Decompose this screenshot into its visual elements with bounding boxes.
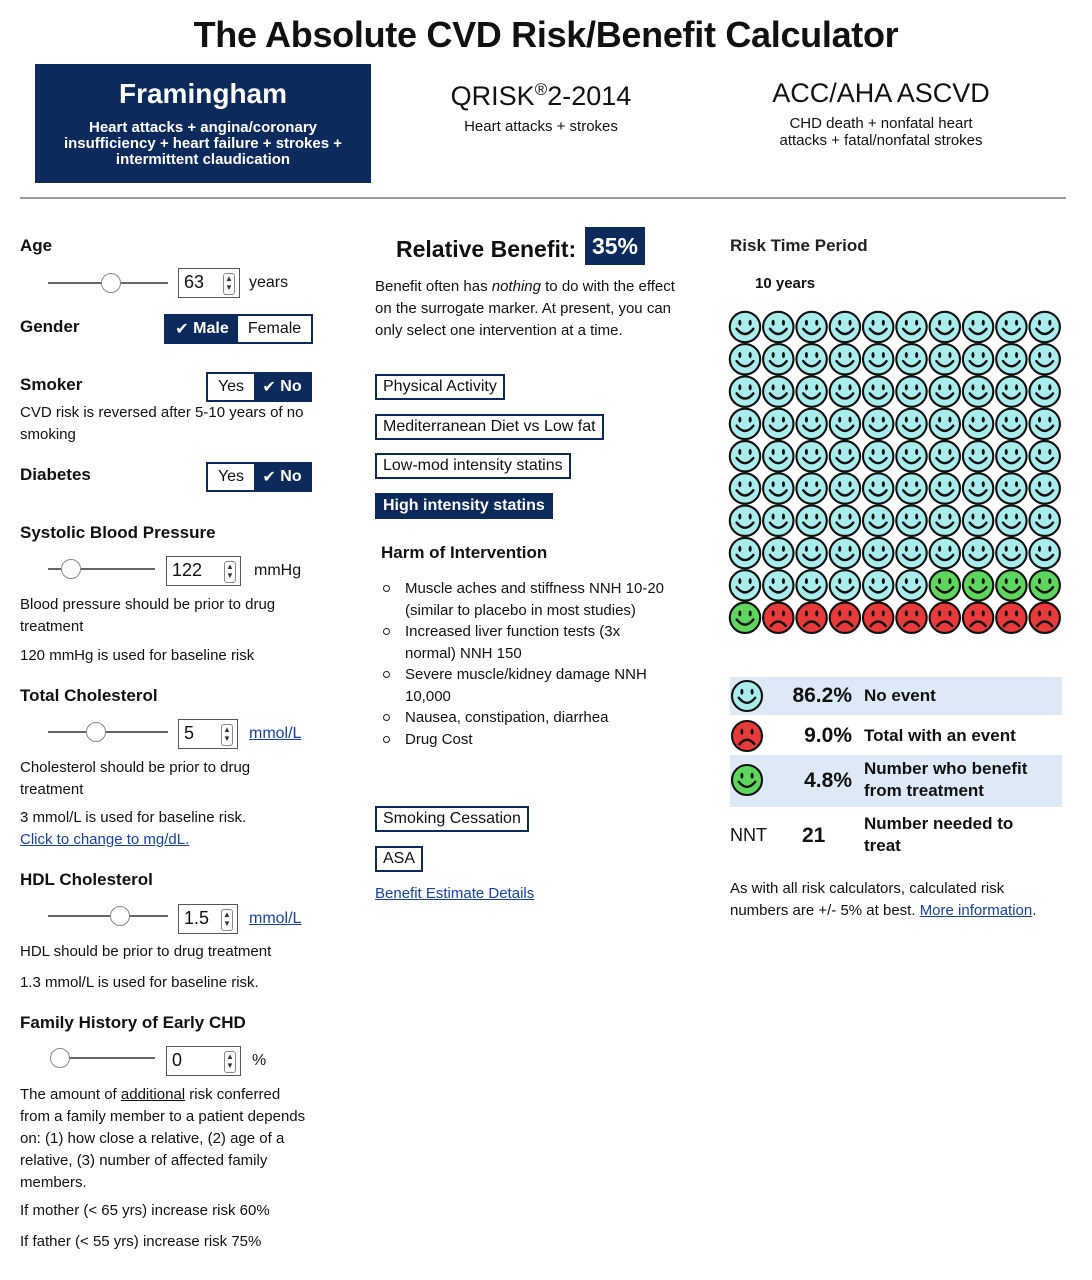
smiley-face xyxy=(796,344,826,374)
benefit-face xyxy=(996,570,1026,600)
intervention-physical-activity[interactable]: Physical Activity xyxy=(375,374,505,400)
benefit-details-link[interactable]: Benefit Estimate Details xyxy=(375,885,535,902)
stepper-arrows[interactable]: ▲ ▼ xyxy=(224,1051,236,1073)
age-label: Age xyxy=(20,236,53,255)
stepper-arrows[interactable]: ▲ ▼ xyxy=(224,561,236,583)
relative-benefit-heading: Relative Benefit: xyxy=(396,236,577,262)
smiley-face xyxy=(730,538,760,568)
model-tab-qrisk[interactable] xyxy=(385,80,697,135)
smiley-face xyxy=(830,570,860,600)
frown-face xyxy=(896,603,926,633)
gender-toggle[interactable] xyxy=(164,314,313,344)
legend-percent: 9.0% xyxy=(804,724,852,747)
age-input[interactable]: 63 ▲ ▼ xyxy=(178,268,240,298)
smiley-face xyxy=(896,538,926,568)
smiley-face xyxy=(730,441,760,471)
smiley-face xyxy=(863,376,893,406)
smiley-face xyxy=(963,312,993,342)
smiley-face xyxy=(930,441,960,471)
smiley-face xyxy=(763,376,793,406)
page-title: The Absolute CVD Risk/Benefit Calculator xyxy=(193,14,899,55)
smiley-face xyxy=(996,376,1026,406)
nnt-label: NNT xyxy=(730,825,767,845)
stepper-arrows[interactable]: ▲ ▼ xyxy=(221,909,233,931)
slider-knob[interactable] xyxy=(86,722,106,742)
smoker-option-yes[interactable]: Yes xyxy=(208,374,254,400)
smiley-face xyxy=(1030,409,1060,439)
smiley-face xyxy=(963,473,993,503)
age-slider[interactable] xyxy=(48,282,168,284)
harm-heading: Harm of Intervention xyxy=(381,543,548,562)
model-description: Heart attacks + strokes xyxy=(464,118,618,135)
hdl-slider[interactable] xyxy=(48,915,168,917)
sbp-note: Blood pressure should be prior to drug treatment xyxy=(20,596,276,635)
frown-face xyxy=(1030,603,1060,633)
smiley-face xyxy=(863,344,893,374)
benefit-face xyxy=(732,765,762,795)
smiley-face xyxy=(863,570,893,600)
nnt-text: Number needed to treat xyxy=(864,814,1014,855)
smoker-toggle[interactable] xyxy=(206,372,312,402)
smiley-face xyxy=(830,441,860,471)
smiley-face xyxy=(930,473,960,503)
benefit-face xyxy=(1030,570,1060,600)
benefit-face xyxy=(730,603,760,633)
smiley-face xyxy=(763,538,793,568)
smiley-face xyxy=(830,506,860,536)
total-chol-slider[interactable] xyxy=(48,731,168,733)
smiley-face xyxy=(830,344,860,374)
harm-item: Drug Cost xyxy=(405,729,665,751)
smiley-face xyxy=(996,538,1026,568)
smiley-face xyxy=(996,506,1026,536)
smiley-face xyxy=(863,441,893,471)
total-chol-input[interactable]: 5 ▲ ▼ xyxy=(178,719,238,749)
smiley-face xyxy=(1030,376,1060,406)
harm-list xyxy=(375,578,665,750)
smiley-face xyxy=(730,473,760,503)
legend-text: No event xyxy=(864,686,936,705)
smiley-face xyxy=(930,538,960,568)
smiley-face xyxy=(930,409,960,439)
smiley-face xyxy=(763,409,793,439)
smiley-face xyxy=(896,409,926,439)
sbp-input[interactable]: 122 ▲ ▼ xyxy=(166,556,241,586)
model-tab-framingham[interactable] xyxy=(35,64,371,183)
legend-text: Total with an event xyxy=(864,726,1016,745)
smiley-face xyxy=(963,441,993,471)
gender-option-male[interactable]: ✔ Male xyxy=(166,316,238,342)
more-information-link[interactable]: More information xyxy=(919,902,1033,919)
intervention-smoking-cessation[interactable]: Smoking Cessation xyxy=(375,806,529,832)
benefit-face xyxy=(963,570,993,600)
smiley-face xyxy=(863,409,893,439)
slider-knob[interactable] xyxy=(101,273,121,293)
intervention-mediterranean-diet[interactable]: Mediterranean Diet vs Low fat xyxy=(375,414,604,440)
slider-knob[interactable] xyxy=(61,559,81,579)
total-chol-baseline-note: 3 mmol/L is used for baseline risk. xyxy=(20,809,247,826)
smiley-face xyxy=(763,441,793,471)
hdl-baseline-note: 1.3 mmol/L is used for baseline risk. xyxy=(20,974,259,991)
smiley-face xyxy=(930,376,960,406)
smiley-face xyxy=(763,344,793,374)
model-name: Framingham xyxy=(118,78,288,109)
smiley-face xyxy=(1030,441,1060,471)
harm-item: Increased liver function tests (3x normal) NNH 150 xyxy=(405,621,665,664)
diabetes-label: Diabetes xyxy=(20,465,91,484)
diabetes-toggle[interactable] xyxy=(206,462,312,492)
risk-period-label: Risk Time Period xyxy=(730,236,868,255)
family-history-unit: % xyxy=(252,1052,267,1069)
smiley-face xyxy=(763,570,793,600)
benefit-face xyxy=(930,570,960,600)
smiley-face xyxy=(796,312,826,342)
smiley-face xyxy=(830,409,860,439)
smiley-face xyxy=(796,473,826,503)
smiley-icon xyxy=(730,763,764,797)
smiley-face xyxy=(963,409,993,439)
harm-item: Severe muscle/kidney damage NNH 10,000 xyxy=(405,664,665,707)
smiley-face xyxy=(996,312,1026,342)
smiley-face xyxy=(896,473,926,503)
harm-item: Nausea, constipation, diarrhea xyxy=(405,707,665,729)
frown-face xyxy=(863,603,893,633)
smiley-face xyxy=(763,506,793,536)
smoker-option-no[interactable]: ✔ No xyxy=(254,374,310,400)
harm-item: Muscle aches and stiffness NNH 10-20 (similar to placebo in most studies) xyxy=(405,578,665,621)
smiley-face xyxy=(796,570,826,600)
slider-knob[interactable] xyxy=(110,906,130,926)
smiley-face xyxy=(963,344,993,374)
frown-face xyxy=(763,603,793,633)
legend-percent: 4.8% xyxy=(804,769,852,792)
intervention-low-mod-statins[interactable]: Low-mod intensity statins xyxy=(375,453,571,479)
disclaimer: As with all risk calculators, calculated risk numbers are +/- 5% at best. More information. xyxy=(730,880,1037,919)
slider-track xyxy=(48,915,168,917)
benefit-description: Benefit often has nothing to do with the effect on the surrogate marker. At present, you can only select one intervention at a time. xyxy=(375,278,675,339)
stepper-arrows[interactable]: ▲ ▼ xyxy=(221,724,233,746)
gender-label: Gender xyxy=(20,317,80,336)
smiley-face xyxy=(896,441,926,471)
legend-percent: 86.2% xyxy=(792,684,852,707)
smiley-face xyxy=(896,506,926,536)
smiley-face xyxy=(730,344,760,374)
frown-face xyxy=(830,603,860,633)
smiley-face xyxy=(796,409,826,439)
frown-face xyxy=(930,603,960,633)
hdl-unit-link[interactable]: mmol/L xyxy=(249,910,302,927)
smiley-face xyxy=(1030,538,1060,568)
legend-benefit xyxy=(730,755,1062,807)
age-unit: years xyxy=(249,274,289,291)
family-history-label: Family History of Early CHD xyxy=(20,1013,246,1032)
smiley-face xyxy=(730,570,760,600)
total-chol-label: Total Cholesterol xyxy=(20,686,158,705)
diabetes-option-yes[interactable]: Yes xyxy=(208,464,254,490)
frown-icon xyxy=(730,719,764,753)
family-history-note: The amount of additional risk conferred from a family member to a patient depends on: (1) how close a relative, (2) age of a relative, (3) number of affected family members. xyxy=(20,1086,306,1191)
smiley-face xyxy=(896,570,926,600)
sbp-baseline-note: 120 mmHg is used for baseline risk xyxy=(20,647,255,664)
smiley-face xyxy=(996,409,1026,439)
smiley-face xyxy=(963,376,993,406)
father-risk-note: If father (< 55 yrs) increase risk 75% xyxy=(20,1233,262,1250)
smoker-label: Smoker xyxy=(20,375,83,394)
frown-face xyxy=(963,603,993,633)
smiley-face xyxy=(996,344,1026,374)
model-tab-ascvd[interactable] xyxy=(725,78,1037,149)
smiley-face xyxy=(863,506,893,536)
model-name: ACC/AHA ASCVD xyxy=(772,78,990,108)
intervention-high-intensity-statins[interactable]: High intensity statins xyxy=(375,493,553,519)
smiley-face xyxy=(830,312,860,342)
smiley-face xyxy=(763,312,793,342)
smiley-face xyxy=(830,376,860,406)
nnt-row xyxy=(730,810,1062,862)
smiley-face xyxy=(1030,344,1060,374)
smiley-face xyxy=(896,344,926,374)
smiley-face xyxy=(732,681,762,711)
smiley-face xyxy=(1030,506,1060,536)
smiley-face xyxy=(763,473,793,503)
hdl-label: HDL Cholesterol xyxy=(20,870,153,889)
stepper-arrows[interactable]: ▲ ▼ xyxy=(223,273,235,295)
harm-list-container xyxy=(375,578,665,750)
hdl-input[interactable]: 1.5 ▲ ▼ xyxy=(178,904,238,934)
total-chol-unit-link[interactable]: mmol/L xyxy=(249,725,302,742)
smiley-face xyxy=(730,409,760,439)
slider-track xyxy=(48,731,168,733)
legend-text: Number who benefit from treatment xyxy=(864,759,1028,800)
family-history-input[interactable]: 0 ▲ ▼ xyxy=(166,1046,241,1076)
smiley-face xyxy=(930,344,960,374)
gender-option-female[interactable]: Female xyxy=(238,316,311,342)
mother-risk-note: If mother (< 65 yrs) increase risk 60% xyxy=(20,1202,270,1219)
sbp-slider[interactable] xyxy=(48,568,155,570)
model-name: QRISK®2-2014 xyxy=(450,80,632,111)
model-description: Heart attacks + angina/coronary insufficiency + heart failure + strokes + intermittent claudication xyxy=(63,119,343,168)
smiley-icon xyxy=(730,679,764,713)
smiley-face xyxy=(896,376,926,406)
smiley-face xyxy=(996,473,1026,503)
smiley-face xyxy=(896,312,926,342)
legend-no-event xyxy=(730,677,1062,715)
change-units-link[interactable]: Click to change to mg/dL. xyxy=(20,831,190,848)
smiley-face xyxy=(730,506,760,536)
frown-face xyxy=(796,603,826,633)
smiley-face xyxy=(730,312,760,342)
total-chol-note: Cholesterol should be prior to drug treatment xyxy=(20,759,251,798)
family-history-slider[interactable] xyxy=(50,1057,155,1059)
relative-benefit-value: 35% xyxy=(585,227,645,265)
smiley-face xyxy=(1030,312,1060,342)
smiley-face xyxy=(930,506,960,536)
smiley-face xyxy=(1030,473,1060,503)
risk-period-value: 10 years xyxy=(755,275,816,292)
frown-face xyxy=(732,721,762,751)
model-description: CHD death + nonfatal heart attacks + fatal/nonfatal strokes xyxy=(779,115,983,149)
smiley-face xyxy=(830,538,860,568)
slider-knob[interactable] xyxy=(50,1048,70,1068)
smiley-face xyxy=(863,312,893,342)
hdl-note: HDL should be prior to drug treatment xyxy=(20,943,272,960)
smiley-face xyxy=(863,473,893,503)
smiley-face xyxy=(963,506,993,536)
diabetes-option-no[interactable]: ✔ No xyxy=(254,464,310,490)
intervention-asa[interactable]: ASA xyxy=(375,846,423,872)
smiley-face xyxy=(796,538,826,568)
smiley-face xyxy=(963,538,993,568)
smiley-face xyxy=(796,376,826,406)
sbp-label: Systolic Blood Pressure xyxy=(20,523,216,542)
nnt-value: 21 xyxy=(802,824,826,847)
smiley-face xyxy=(830,473,860,503)
smoker-note: CVD risk is reversed after 5-10 years of no smoking xyxy=(20,404,304,443)
legend-event xyxy=(730,717,1062,755)
smiley-face xyxy=(930,312,960,342)
smiley-face xyxy=(730,376,760,406)
frown-face xyxy=(996,603,1026,633)
smiley-face xyxy=(996,441,1026,471)
sbp-unit: mmHg xyxy=(254,562,302,579)
smiley-face xyxy=(796,506,826,536)
header-divider xyxy=(20,197,1066,199)
risk-pictograph xyxy=(728,310,1066,638)
smiley-face xyxy=(796,441,826,471)
smiley-face xyxy=(863,538,893,568)
